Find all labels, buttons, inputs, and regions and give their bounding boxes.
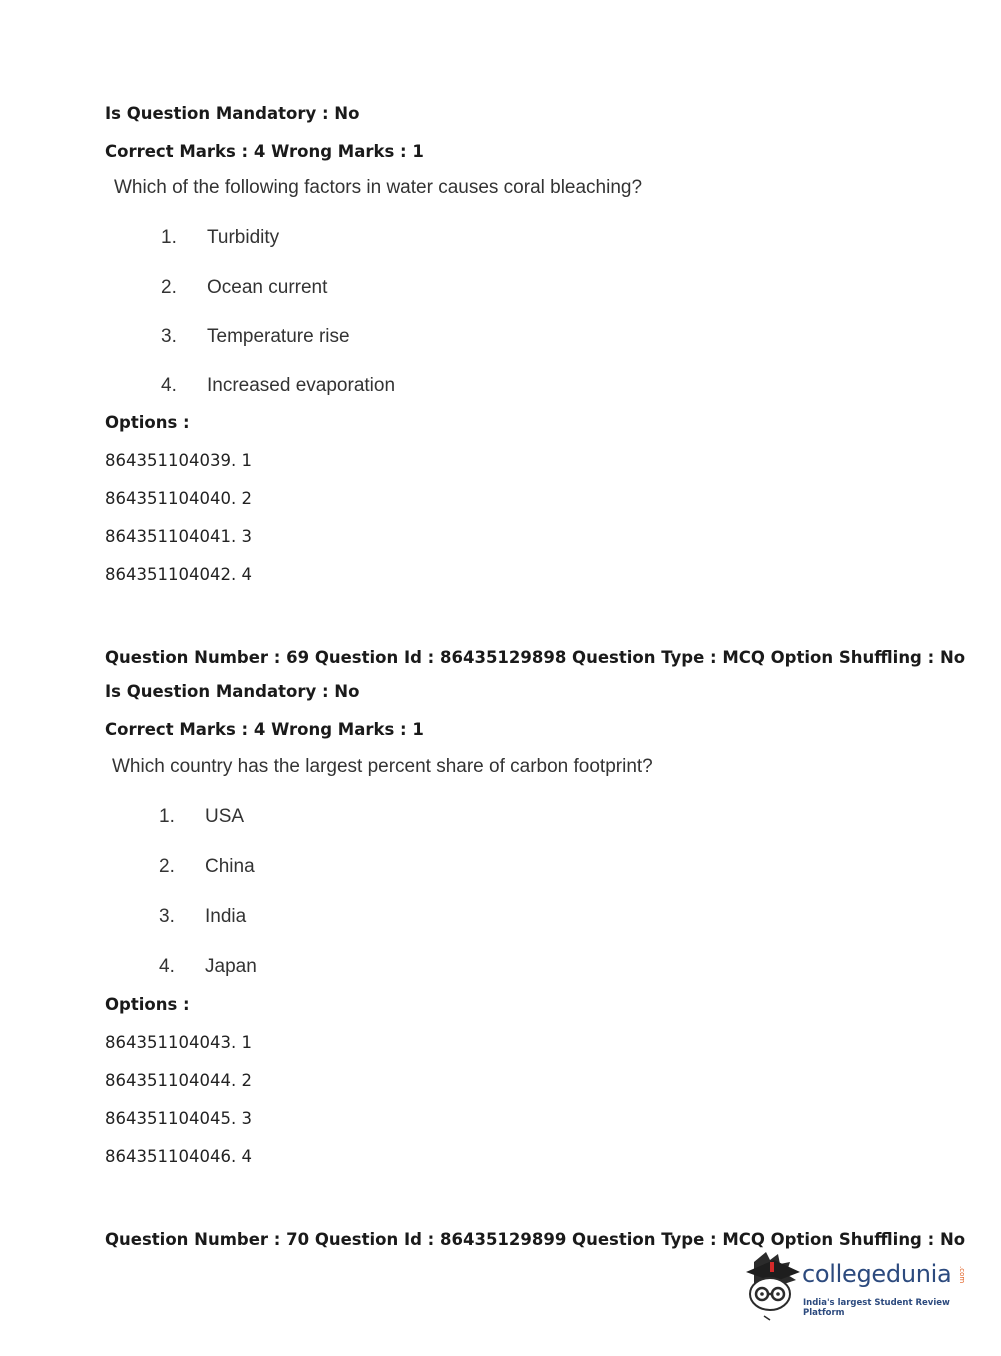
q69-choice-1: [159, 806, 244, 828]
q68-option-3: 864351104041. 3: [105, 527, 252, 546]
q68-choice-4: [161, 375, 395, 397]
logo-brand: collegedunia: [802, 1260, 952, 1288]
logo-tagline: India's largest Student Review Platform: [803, 1298, 950, 1318]
collegedunia-logo: [740, 1250, 972, 1322]
choice-number: 1.: [159, 806, 175, 827]
q69-choice-4: [159, 956, 257, 978]
choice-label: Temperature rise: [207, 326, 350, 347]
q69-option-2: 864351104044. 2: [105, 1071, 252, 1090]
q70-header: Question Number : 70 Question Id : 86435129899 Question Type : MCQ Option Shuffling : No: [105, 1230, 966, 1249]
q69-header: Question Number : 69 Question Id : 86435129898 Question Type : MCQ Option Shuffling : No: [105, 648, 966, 667]
q69-mandatory: Is Question Mandatory : No: [105, 682, 360, 701]
choice-label: Turbidity: [207, 227, 280, 248]
q69-options-label: Options :: [105, 995, 190, 1014]
choice-label: Japan: [205, 956, 257, 977]
q69-marks: Correct Marks : 4 Wrong Marks : 1: [105, 720, 424, 739]
choice-number: 4.: [161, 375, 177, 396]
q68-choice-3: [161, 326, 350, 348]
q68-option-2: 864351104040. 2: [105, 489, 252, 508]
choice-number: 2.: [159, 856, 175, 877]
choice-label: Increased evaporation: [207, 375, 396, 396]
q68-choice-2: [161, 277, 327, 299]
choice-number: 2.: [161, 277, 177, 298]
q68-question-text: Which of the following factors in water causes coral bleaching?: [114, 177, 643, 198]
logo-com: .com: [958, 1266, 966, 1284]
q68-option-4: 864351104042. 4: [105, 565, 252, 584]
q69-option-3: 864351104045. 3: [105, 1109, 252, 1128]
q69-choice-2: [159, 856, 255, 878]
q68-options-label: Options :: [105, 413, 190, 432]
q69-option-1: 864351104043. 1: [105, 1033, 252, 1052]
q68-marks: Correct Marks : 4 Wrong Marks : 1: [105, 142, 424, 161]
q69-option-4: 864351104046. 4: [105, 1147, 252, 1166]
choice-number: 3.: [161, 326, 177, 347]
q68-option-1: 864351104039. 1: [105, 451, 252, 470]
choice-number: 3.: [159, 906, 175, 927]
choice-number: 4.: [159, 956, 175, 977]
choice-label: Ocean current: [207, 277, 328, 298]
q69-choice-3: [159, 906, 246, 928]
choice-number: 1.: [161, 227, 177, 248]
choice-label: USA: [205, 806, 245, 827]
choice-label: India: [205, 906, 247, 927]
q68-mandatory: Is Question Mandatory : No: [105, 104, 360, 123]
choice-label: China: [205, 856, 255, 877]
q69-question-text: Which country has the largest percent share of carbon footprint?: [112, 756, 653, 777]
mascot-icon: [740, 1250, 802, 1322]
q68-choice-1: [161, 227, 279, 249]
